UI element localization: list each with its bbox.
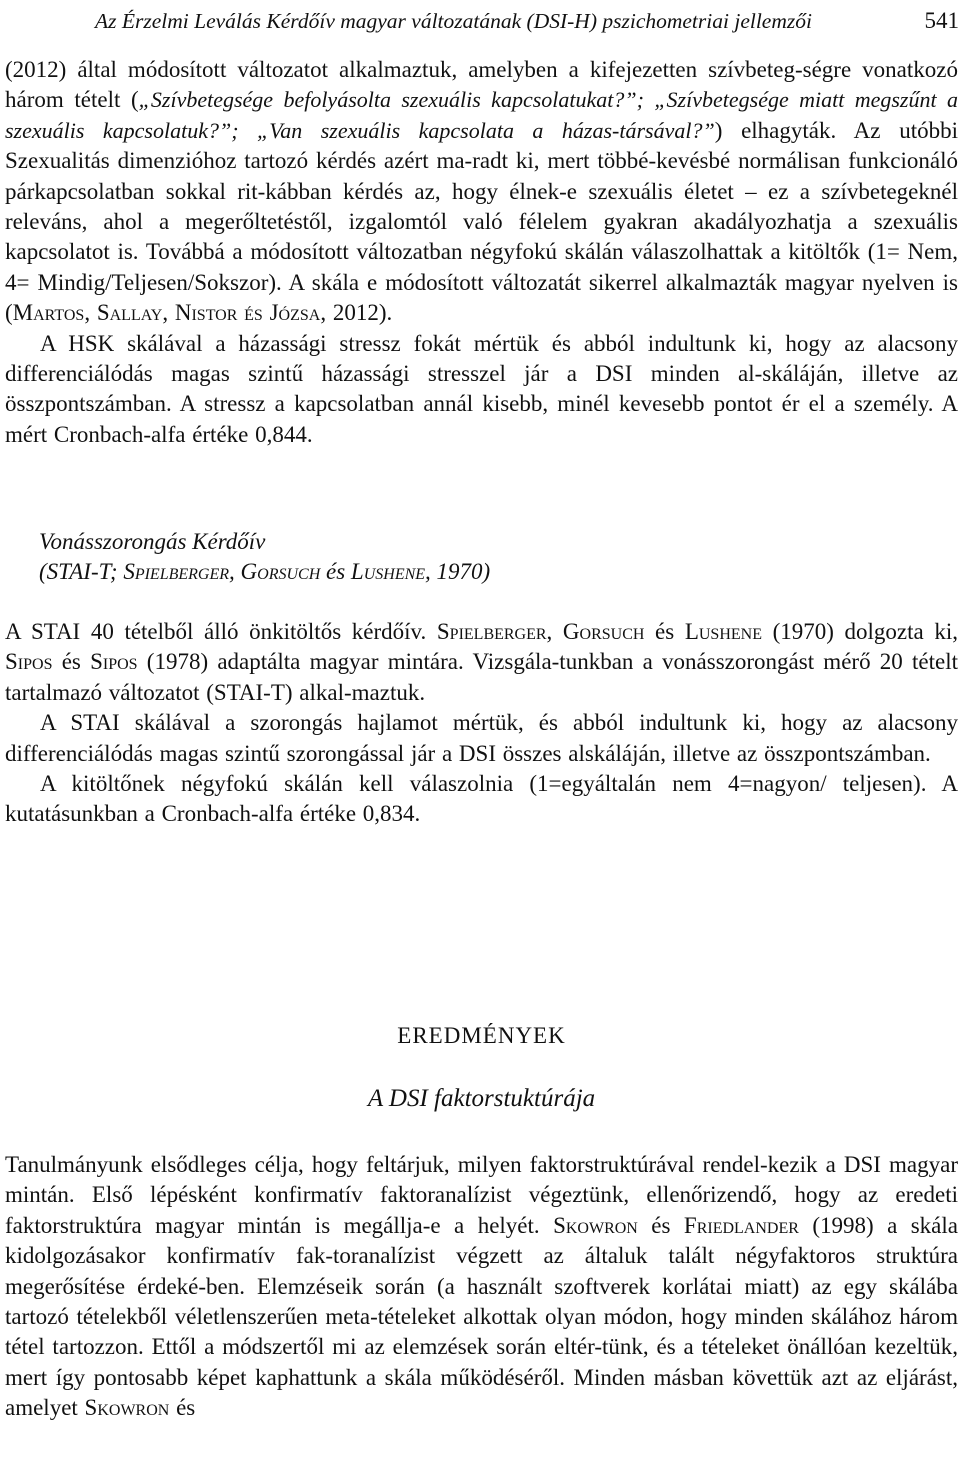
body-block-2 (5, 617, 958, 830)
paragraph-hsk: A HSK skálával a házassági stressz fokát mértük és abból indultunk ki, hogy az alacsony differenciálódás magas szintű házassági stresszel jár a DSI minden al-skáláján, illetve az összpontszámban. A stressz a kapcsolatban annál kisebb, minél kevesebb pontot ér el a személy. A mért Cronbach-alfa értéke 0,844. (5, 330, 958, 447)
body-block-1 (5, 55, 958, 450)
page-number: 541 (924, 8, 959, 33)
paragraph-stai-scale: A kitöltőnek négyfokú skálán kell válaszolnia (1=egyáltalán nem 4=nagyon/ teljesen). A kutatásunkban a Cronbach-alfa értéke 0,834. (5, 771, 958, 827)
running-header (95, 6, 959, 36)
paragraph-stai-intro: A STAI 40 tételből álló önkitöltős kérdőív. Spielberger, Gorsuch és Lushene (1970) dolgozta ki, Sipos és Sipos (1978) adaptálta magyar mintára. Vizsgála-tunkban a vonásszorongást mérő 20 tételt tartalmazó változatot (STAI-T) alkal-maztuk. (5, 619, 958, 705)
body-block-3 (5, 1150, 958, 1424)
stai-subsection-title (39, 527, 939, 587)
section-subheading: A DSI faktorstuktúrája (367, 1085, 596, 1112)
paragraph-dsi-modification: (2012) által módosított változatot alkalmaztuk, amelyben a kifejezetten szívbeteg-ségre vonatkozó három tételt („Szívbetegsége befolyásolta szexuális kapcsolatukat?”; „Szívbetegsége miatt megszűnt a szexuális kapcsolatuk?”; „Van szexuális kapcsolata a házas-társával?”) elhagyták. Az utóbbi Szexualitás dimenzióhoz tartozó kérdés azért ma-radt ki, mert többé-kevésbé normálisan funkcionáló párkapcsolatban sokkal rit-kábban kérdés az, hogy élnek-e szexuális életet – ez a szívbetegeknél releváns, ahol a megerőltetéstől, izgalomtól való félelem gyakran akadályozhatja a szexuális kapcsolatot is. Továbbá a módosított változatban négyfokú skálán válaszolhattak a kitöltők (1= Nem, 4= Mindig/Teljesen/Sokszor). A skála e módosított változatát sikerrel alkalmazták magyar nyelven is (Martos, Sallay, Nistor és Józsa, 2012). (5, 57, 958, 326)
stai-title-line1: Vonásszorongás Kérdőív (39, 529, 266, 554)
paragraph-factor-structure: Tanulmányunk elsődleges célja, hogy feltárjuk, milyen faktorstruktúrával rendel-kezik a DSI magyar mintán. Első lépésként konfirmatív faktoranalízist végeztünk, ellenőrizendő, hogy az eredeti faktorstruktúra magyar mintán is megállja-e a helyét. Skowron és Friedlander (1998) a skála kidolgozásakor konfirmatív fak-toranalízist végzett az általuk talált négyfaktoros struktúra megerősítése érdeké-ben. Elemzéseik során (a használt szoftverek korlátai miatt) az egy skálába tartozó tételekből véletlenszerűen meta-tételeket alkottak olyan módon, hogy minden skálához három tétel tartozzon. Ettől a módszertől mi az elemzések során eltér-tünk, és a tételeket önállóan kezeltük, mert így pontosabb képet kaphattunk a skála működéséről. Minden másban követtük azt az eljárást, amelyet Skowron és (5, 1152, 958, 1421)
omitted-items-quote: „Szívbetegsége befolyásolta szexuális kapcsolatukat?”; „Szívbetegsége miatt megszűnt a szexuális kapcsolatuk?”; „Van szexuális kapcsolata a házas-társával?” (5, 87, 958, 143)
stai-title-line2: (STAI-T; Spielberger, Gorsuch és Lushene, 1970) (39, 559, 491, 584)
paragraph-stai-hypothesis: A STAI skálával a szorongás hajlamot mértük, és abból indultunk ki, hogy az alacsony differenciálódás magas szintű szorongással jár a DSI összes alskáláján, illetve az összpontszámban. (5, 710, 958, 766)
section-heading: EREDMÉNYEK (397, 1023, 566, 1048)
citation-authors: Martos, Sallay, Nistor és Józsa (12, 300, 321, 326)
running-title: Az Érzelmi Leválás Kérdőív magyar változatának (DSI-H) pszichometriai jellemzői (95, 9, 812, 33)
